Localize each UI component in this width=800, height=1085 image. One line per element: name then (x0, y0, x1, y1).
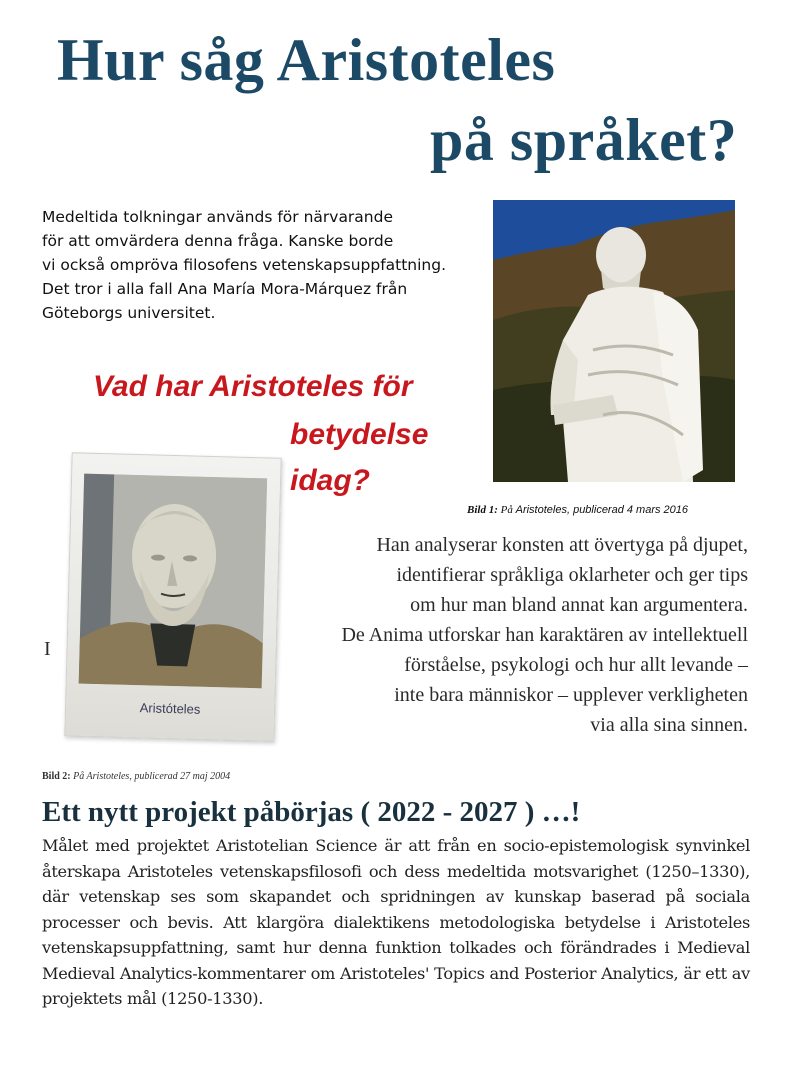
project-paragraph: Målet med projektet Aristotelian Science är att från en socio-epistemologisk synvinkel återskapa Aristoteles vetenskapsfilosofi och dess medeltida motsvarighet (1250–1330), där vetenskap ses som skapandet och spridningen av kunskap baserad på sociala processer och bevis. Att klargöra dialektikens metodologiska betydelse i Aristoteles vetenskapsuppfattning, samt hur denna funktion tolkades och förändrades i Medieval Medieval Analytics-kommentarer om Aristoteles' Topics and Posterior Analytics, är ett av projektets mål (1250-1330). (42, 836, 750, 1008)
intro-line: för att omvärdera denna fråga. Kanske borde (42, 232, 394, 250)
caption-label: Bild 2: (42, 771, 71, 782)
analysis-paragraph (278, 530, 748, 740)
analysis-line: via alla sina sinnen. (590, 714, 748, 736)
analysis-line: förståelse, psykologi och hur allt levande – (404, 654, 748, 676)
analysis-line: om hur man bland annat kan argumentera. (410, 594, 748, 616)
analysis-line: De Anima utforskar han karaktären av intellektuell (341, 624, 748, 646)
caption-prefix: På (500, 504, 513, 516)
statue-illustration (493, 200, 735, 482)
page-title-line-2: på språket? (430, 107, 738, 173)
bust-photo (79, 474, 267, 689)
image-1-caption (467, 504, 688, 516)
intro-line: Det tror i alla fall Ana María Mora-Márquez från (42, 280, 408, 298)
analysis-line: Han analyserar konsten att övertyga på djupet, (376, 534, 748, 556)
analysis-line: inte bara människor – upplever verkligheten (394, 684, 748, 706)
drop-letter: I (44, 638, 51, 660)
image-2-caption (42, 771, 230, 782)
intro-line: vi också ompröva filosofens vetenskapsuppfattning. (42, 256, 447, 274)
question-heading-line-1: Vad har Aristoteles för (93, 370, 413, 403)
question-heading-line-3: idag? (290, 464, 370, 497)
intro-line: Göteborgs universitet. (42, 304, 216, 322)
question-heading-line-2: betydelse (290, 418, 429, 451)
bust-label: Aristóteles (139, 700, 201, 717)
caption-label: Bild 1: (467, 504, 498, 516)
page-title-line-1: Hur såg Aristoteles (57, 27, 556, 93)
intro-paragraph (42, 205, 492, 325)
caption-text: Aristoteles, publicerad 4 mars 2016 (515, 504, 689, 516)
intro-line: Medeltida tolkningar används för närvarande (42, 208, 394, 226)
caption-text: På Aristoteles, publicerad 27 maj 2004 (73, 771, 231, 782)
analysis-line: identifierar språkliga oklarheter och ger tips (396, 564, 748, 586)
project-heading: Ett nytt projekt påbörjas ( 2022 - 2027 ) …! (42, 796, 581, 828)
aristotle-statue-image (493, 200, 735, 482)
bust-illustration (79, 474, 267, 689)
aristotle-bust-polaroid (64, 452, 281, 741)
